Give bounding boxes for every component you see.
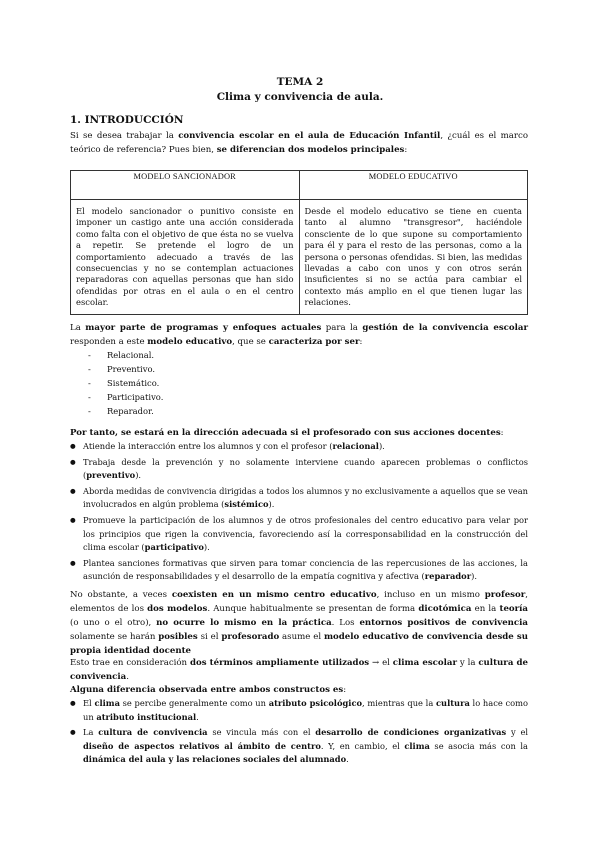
- terms-paragraph: Esto trae en consideración dos términos ampliamente utilizados → el clima escolar y la cultura de convivencia.: [70, 658, 528, 682]
- list-item: ● Plantea sanciones formativas que sirven para tomar conciencia de las repercusiones de las acciones, la asunción de responsabilidades y el desarrollo de la empatía cognitiva y afectiva (reparador).: [70, 557, 528, 584]
- differences-intro: Alguna diferencia observada entre ambos constructos es:: [70, 685, 347, 695]
- intro-paragraph: Si se desea trabajar la convivencia escolar en el aula de Educación Infantil, ¿cuál es el marco teórico de referencia? Pues bien, se diferencian dos modelos principales:: [70, 131, 529, 155]
- table-header-educativo: MODELO EDUCATIVO: [299, 171, 528, 200]
- list-item: ● El clima se percibe generalmente como un atributo psicológico, mientras que la cultura lo hace como un atributo institucional.: [70, 697, 528, 724]
- list-item: - Sistemático.: [88, 376, 163, 390]
- traits-list: [88, 348, 163, 418]
- list-item: - Reparador.: [88, 404, 163, 418]
- teacher-actions-list: [70, 440, 528, 586]
- coexistence-paragraph: No obstante, a veces coexisten en un mismo centro educativo, incluso en un mismo profesor, elementos de los dos modelos. Aunque habitualmente se presentan de forma dicotómica en la teoría (o uno o el otro), no ocurre lo mismo en la práctica. Los entornos positivos de convivencia solamente se harán posibles si el profesorado asume el modelo educativo de convivencia desde su propia identidad docente: [70, 590, 528, 656]
- list-item: ● Trabaja desde la prevención y no solamente interviene cuando aparecen problemas o conflictos (preventivo).: [70, 456, 528, 483]
- table-cell-educativo: Desde el modelo educativo se tiene en cuenta tanto al alumno "transgresor", haciéndole consciente de lo que supone su comportamiento para él y para el resto de las personas, como a la persona o personas ofendidas. Si bien, las medidas llevadas a cabo con unos y con otros serán insuficientes si no se actúa para cambiar el contexto más amplio en el que tienen lugar las relaciones.: [299, 200, 528, 315]
- topic-subtitle: Clima y convivencia de aula.: [216, 91, 384, 103]
- list-item: - Participativo.: [88, 390, 163, 404]
- topic-title: TEMA 2: [276, 76, 324, 88]
- list-item: ● La cultura de convivencia se vincula más con el desarrollo de condiciones organizativas y el diseño de aspectos relativos al ámbito de centro. Y, en cambio, el clima se asocia más con la dinámica del aula y las relaciones sociales del alumnado.: [70, 726, 528, 767]
- models-table: [70, 170, 528, 315]
- table-cell-sancionador: El modelo sancionador o punitivo consiste en imponer un castigo ante una acción considerada como falta con el objetivo de que ésta no se vuelva a repetir. Se pretende el logro de un comportamiento adecuado a través de las consecuencias y no se contemplan actuaciones reparadoras con aquellas personas que han sido ofendidas por otras en el aula o en el centro escolar.: [71, 200, 300, 315]
- table-header-sancionador: MODELO SANCIONADOR: [71, 171, 300, 200]
- section-heading: 1. INTRODUCCIÓN: [70, 114, 184, 126]
- characteristics-paragraph: La mayor parte de programas y enfoques actuales para la gestión de la convivencia escolar responden a este modelo educativo, que se caracteriza por ser:: [70, 323, 528, 347]
- teacher-actions-intro: Por tanto, se estará en la dirección adecuada si el profesorado con sus acciones docentes:: [70, 428, 504, 438]
- differences-list: [70, 697, 528, 769]
- list-item: ● Promueve la participación de los alumnos y de otros profesionales del centro educativo para velar por los principios que rigen la convivencia, favoreciendo así la corresponsabilidad en la construcción del clima escolar (participativo).: [70, 514, 528, 555]
- list-item: ● Aborda medidas de convivencia dirigidas a todos los alumnos y no exclusivamente a aquellos que se vean involucrados en algún problema (sistémico).: [70, 485, 528, 512]
- list-item: - Preventivo.: [88, 362, 163, 376]
- list-item: - Relacional.: [88, 348, 163, 362]
- list-item: ● Atiende la interacción entre los alumnos y con el profesor (relacional).: [70, 440, 528, 454]
